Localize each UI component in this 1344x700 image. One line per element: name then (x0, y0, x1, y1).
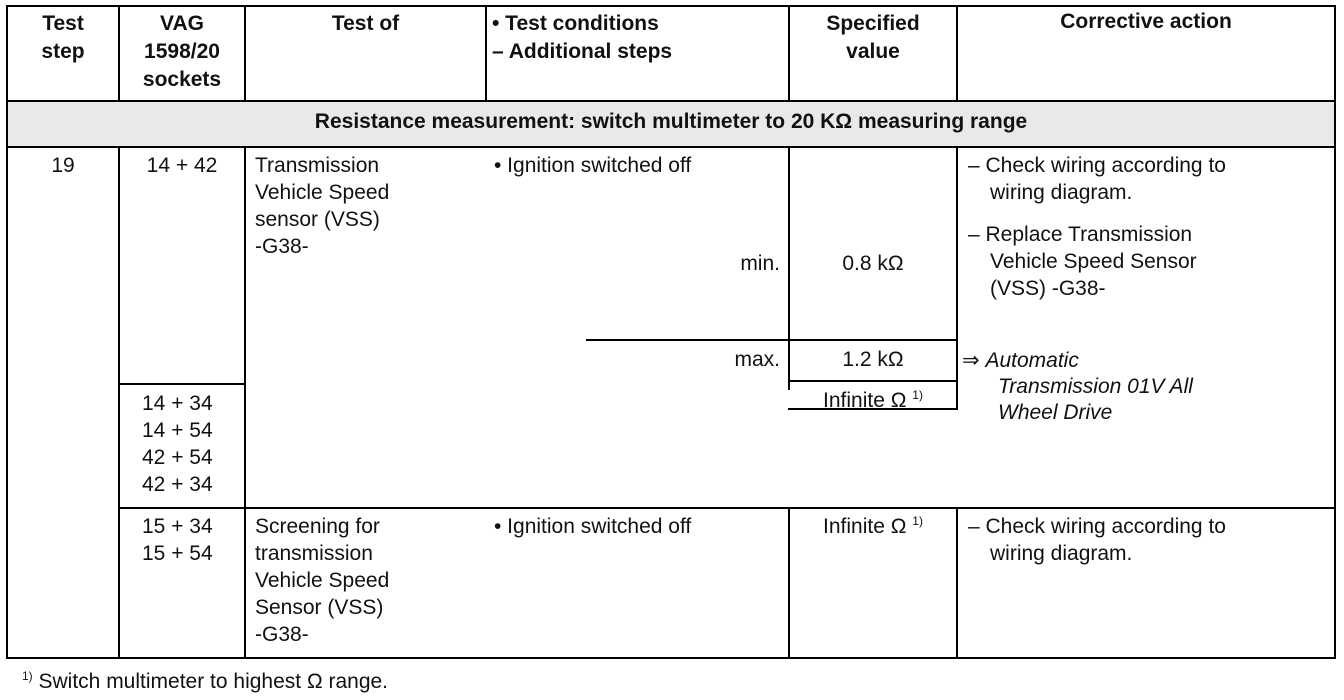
reference-line: Automatic (985, 349, 1079, 372)
action-line: wiring diagram. (990, 542, 1133, 565)
footnote-marker: 1) (912, 514, 923, 528)
screening-value-text: Infinite Ω (823, 515, 907, 538)
sockets-a-divider (118, 383, 246, 385)
test-of-line: Transmission (255, 154, 380, 177)
header-test-of-text: Test of (331, 12, 400, 35)
col-line-1-body (118, 146, 120, 659)
footnote-text: Switch multimeter to highest Ω range. (32, 670, 389, 693)
test-of-line: Screening for (255, 515, 380, 538)
test-of-line: sensor (VSS) (255, 208, 380, 231)
sockets-b-item: 42 + 34 (142, 473, 213, 496)
screening-value (790, 513, 956, 540)
action-check-wiring (968, 152, 1226, 206)
reference-line: Wheel Drive (998, 401, 1113, 424)
header-conditions-line1: • Test conditions (492, 12, 659, 35)
header-test-of (246, 10, 485, 38)
test-of-line: -G38- (255, 235, 309, 258)
condition-ignition-off: • Ignition switched off (494, 154, 692, 177)
min-value: 0.8 kΩ (842, 252, 904, 275)
max-label: max. (734, 348, 780, 371)
col-line-2-body (244, 146, 246, 659)
header-specified-line2: value (846, 40, 900, 63)
min-max-divider (586, 339, 958, 341)
footnote-marker: 1) (912, 388, 923, 402)
infinite-value (790, 387, 956, 414)
max-value-bottom (788, 380, 958, 382)
max-value: 1.2 kΩ (842, 348, 904, 371)
sockets-b-list (142, 390, 213, 498)
sockets-b-item: 14 + 34 (142, 392, 213, 415)
action-replace-sensor (968, 221, 1197, 302)
header-sockets-line2: 1598/20 (144, 40, 220, 63)
test-of-line: Vehicle Speed (255, 569, 390, 592)
sockets-b-item: 42 + 54 (142, 446, 213, 469)
test-step-number: 19 (51, 154, 75, 177)
action-line: Vehicle Speed Sensor (990, 250, 1197, 273)
header-corrective-action (958, 8, 1334, 36)
section-bottom-border (6, 146, 1336, 148)
header-test-step (8, 10, 118, 66)
min-label: min. (740, 252, 780, 275)
test-of-line: Vehicle Speed (255, 181, 390, 204)
reference-arrow-icon: ⇒ (962, 349, 980, 372)
header-test-step-line2: step (41, 40, 85, 63)
row-divider-screening (118, 507, 1336, 509)
action-line: wiring diagram. (990, 181, 1133, 204)
action-line: (VSS) -G38- (990, 277, 1106, 300)
action-reference[interactable] (962, 348, 1193, 426)
screening-sockets (142, 513, 213, 567)
sockets-a: 14 + 42 (146, 154, 218, 177)
sockets-b-item: 14 + 54 (142, 419, 213, 442)
table-left-border (6, 5, 8, 659)
test-of-line: Sensor (VSS) (255, 596, 384, 619)
header-specified-value (790, 10, 956, 66)
screening-test-of (255, 513, 389, 648)
header-sockets-line1: VAG (160, 12, 204, 35)
action-line: – Replace Transmission (968, 223, 1193, 246)
table-right-border (1334, 5, 1336, 659)
col-line-3-header (485, 5, 487, 102)
header-sockets-line3: sockets (142, 68, 222, 91)
header-conditions-line2: – Additional steps (492, 40, 673, 63)
screening-sockets-item: 15 + 54 (142, 542, 213, 565)
header-bottom-border (6, 100, 1336, 102)
header-test-step-line1: Test (42, 12, 84, 35)
reference-line: Transmission 01V All (998, 375, 1193, 398)
header-corrective-text: Corrective action (1060, 10, 1232, 33)
action-line: – Check wiring according to (968, 515, 1226, 538)
footnote (22, 669, 388, 695)
test-of-vss (255, 152, 389, 260)
test-of-line: -G38- (255, 623, 309, 646)
col-line-5-body-upper (956, 146, 958, 410)
action-line: – Check wiring according to (968, 154, 1226, 177)
screening-sockets-item: 15 + 34 (142, 515, 213, 538)
header-sockets (120, 10, 244, 94)
footnote-marker: 1) (22, 669, 33, 683)
table-bottom-border (6, 657, 1336, 659)
infinite-value-text: Infinite Ω (823, 389, 907, 412)
screening-action (968, 513, 1226, 567)
screening-condition: • Ignition switched off (494, 515, 692, 538)
col-line-5-body-lower (956, 507, 958, 659)
header-conditions (492, 10, 784, 66)
section-title: Resistance measurement: switch multimeter to 20 KΩ measuring range (314, 110, 1028, 133)
table-top-border (6, 5, 1336, 7)
test-of-line: transmission (255, 542, 373, 565)
header-specified-line1: Specified (826, 12, 920, 35)
